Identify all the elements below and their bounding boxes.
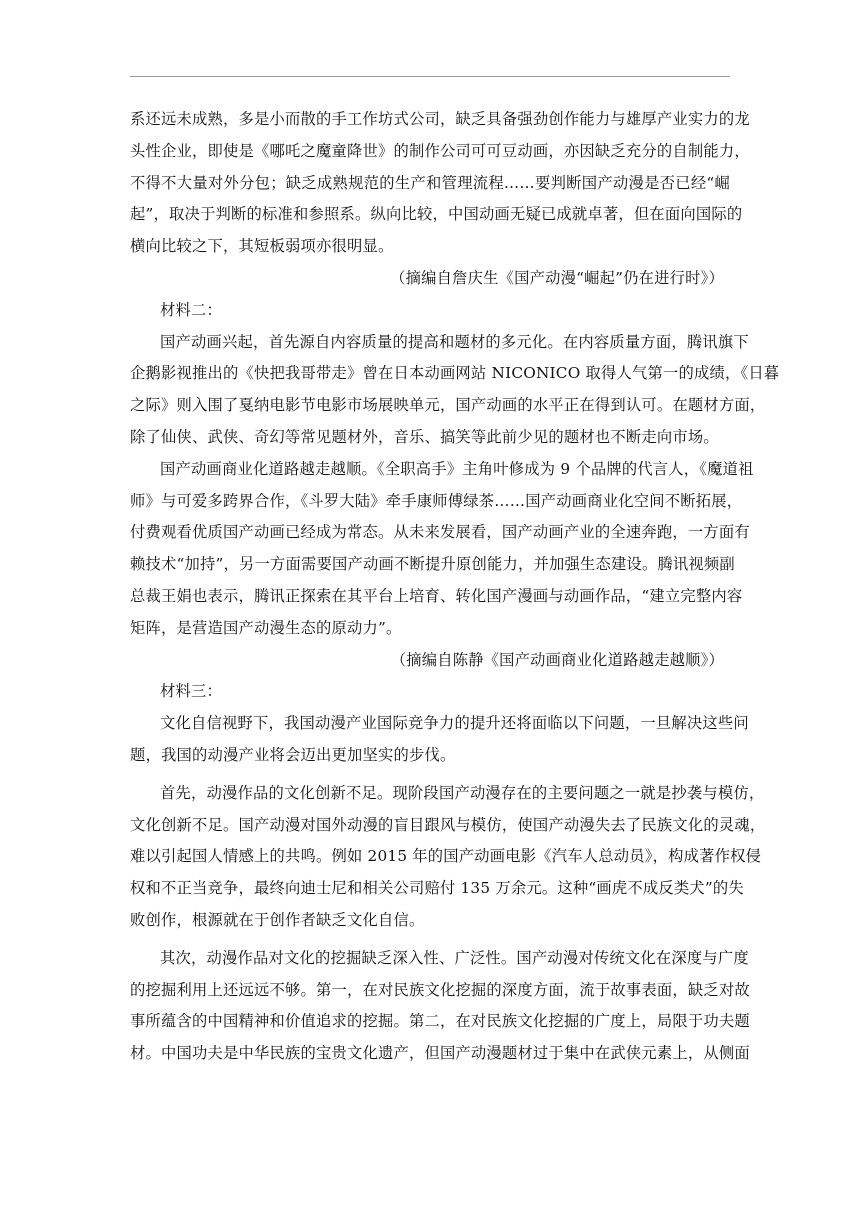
text-line: 不得不大量对外分包；缺乏成熟规范的生产和管理流程……要判断国产动漫是否已经“崛 — [130, 173, 730, 192]
material3-heading: 材料三： — [160, 682, 222, 701]
text-line: 师》与可爱多跨界合作，《斗罗大陆》牵手康师傅绿茶……国产动画商业化空间不断拓展， — [130, 491, 743, 510]
text-line: 权和不正当竞争，最终向迪士尼和相关公司赔付 135 万余元。这种“画虎不成反类犬”的失 — [130, 879, 744, 898]
material3-paragraph-2 — [130, 778, 766, 937]
text-line: 国产动画兴起，首先源自内容质量的提高和题材的多元化。在内容质量方面，腾讯旗下 — [160, 332, 749, 351]
material2-paragraph-2 — [130, 454, 754, 645]
text-line: 败创作，根源就在于创作者缺乏文化自信。 — [130, 910, 425, 929]
source-citation-1: （摘编自詹庆生《国产动漫“崛起”仍在进行时》） — [390, 268, 724, 287]
text-line: 事所蕴含的中国精神和价值追求的挖掘。第二，在对民族文化挖掘的广度上，局限于功夫题 — [130, 1012, 750, 1031]
text-line: 企鹅影视推出的《快把我哥带走》曾在日本动画网站 NICONICO 取得人气第一的成绩，《日暮 — [130, 364, 780, 383]
text-line: 起”，取决于判断的标准和参照系。纵向比较，中国动画无疑已成就卓著，但在面向国际的 — [130, 205, 743, 224]
text-line: 题，我国的动漫产业将会迈出更加坚实的步伐。 — [130, 745, 456, 764]
text-line: 横向比较之下，其短板弱项亦很明显。 — [130, 237, 394, 256]
text-line: 付费观看优质国产动画已经成为常态。从未来发展看，国产动画产业的全速奔跑，一方面有 — [130, 523, 750, 542]
text-line: 之际》则入围了戛纳电影节电影市场展映单元，国产动画的水平正在得到认可。在题材方面， — [130, 396, 766, 415]
header-rule — [130, 76, 730, 77]
text-line: 系还远未成熟，多是小而散的手工作坊式公司，缺乏具备强劲创作能力与雄厚产业实力的龙 — [130, 110, 750, 128]
text-line: 材。中国功夫是中华民族的宝贵文化遗产，但国产动漫题材过于集中在武侠元素上，从侧面 — [130, 1044, 750, 1063]
text-line: 其次，动漫作品对文化的挖掘缺乏深入性、广泛性。国产动漫对传统文化在深度与广度 — [160, 948, 749, 967]
material3-paragraph-1 — [130, 708, 749, 772]
material3-paragraph-3 — [130, 943, 750, 1070]
text-line: 国产动画商业化道路越走越顺。《全职高手》主角叶修成为 9 个品牌的代言人，《魔道祖 — [160, 459, 754, 478]
material1-tail-paragraph — [130, 104, 750, 263]
text-line: 矩阵，是营造国产动漫生态的原动力”。 — [130, 618, 402, 637]
document-body — [130, 104, 780, 1070]
source-citation-2: （摘编自陈静《国产动画商业化道路越走越顺》） — [390, 650, 724, 669]
text-line: 头性企业，即使是《哪吒之魔童降世》的制作公司可可豆动画，亦因缺乏充分的自制能力， — [130, 141, 750, 160]
material2-paragraph-1 — [130, 327, 780, 454]
text-line: 首先，动漫作品的文化创新不足。现阶段国产动漫存在的主要问题之一就是抄袭与模仿， — [160, 783, 765, 802]
text-line: 赖技术“加持”，另一方面需要国产动画不断提升原创能力，并加强生态建设。腾讯视频副 — [130, 555, 735, 574]
text-line: 总裁王娟也表示，腾讯正探索在其平台上培育、转化国产漫画与动画作品，“建立完整内容 — [130, 586, 743, 605]
text-line: 除了仙侠、武侠、奇幻等常见题材外，音乐、搞笑等此前少见的题材也不断走向市场。 — [130, 427, 719, 446]
text-line: 文化自信视野下，我国动漫产业国际竞争力的提升还将面临以下问题，一旦解决这些问 — [160, 714, 749, 733]
text-line: 的挖掘利用上还远远不够。第一，在对民族文化挖掘的深度方面，流于故事表面，缺乏对故 — [130, 980, 750, 999]
material2-heading: 材料二： — [160, 300, 222, 319]
text-line: 难以引起国人情感上的共鸣。例如 2015 年的国产动画电影《汽车人总动员》，构成著作权侵 — [130, 847, 762, 866]
text-line: 文化创新不足。国产动漫对国外动漫的盲目跟风与模仿，使国产动漫失去了民族文化的灵魂， — [130, 815, 766, 834]
